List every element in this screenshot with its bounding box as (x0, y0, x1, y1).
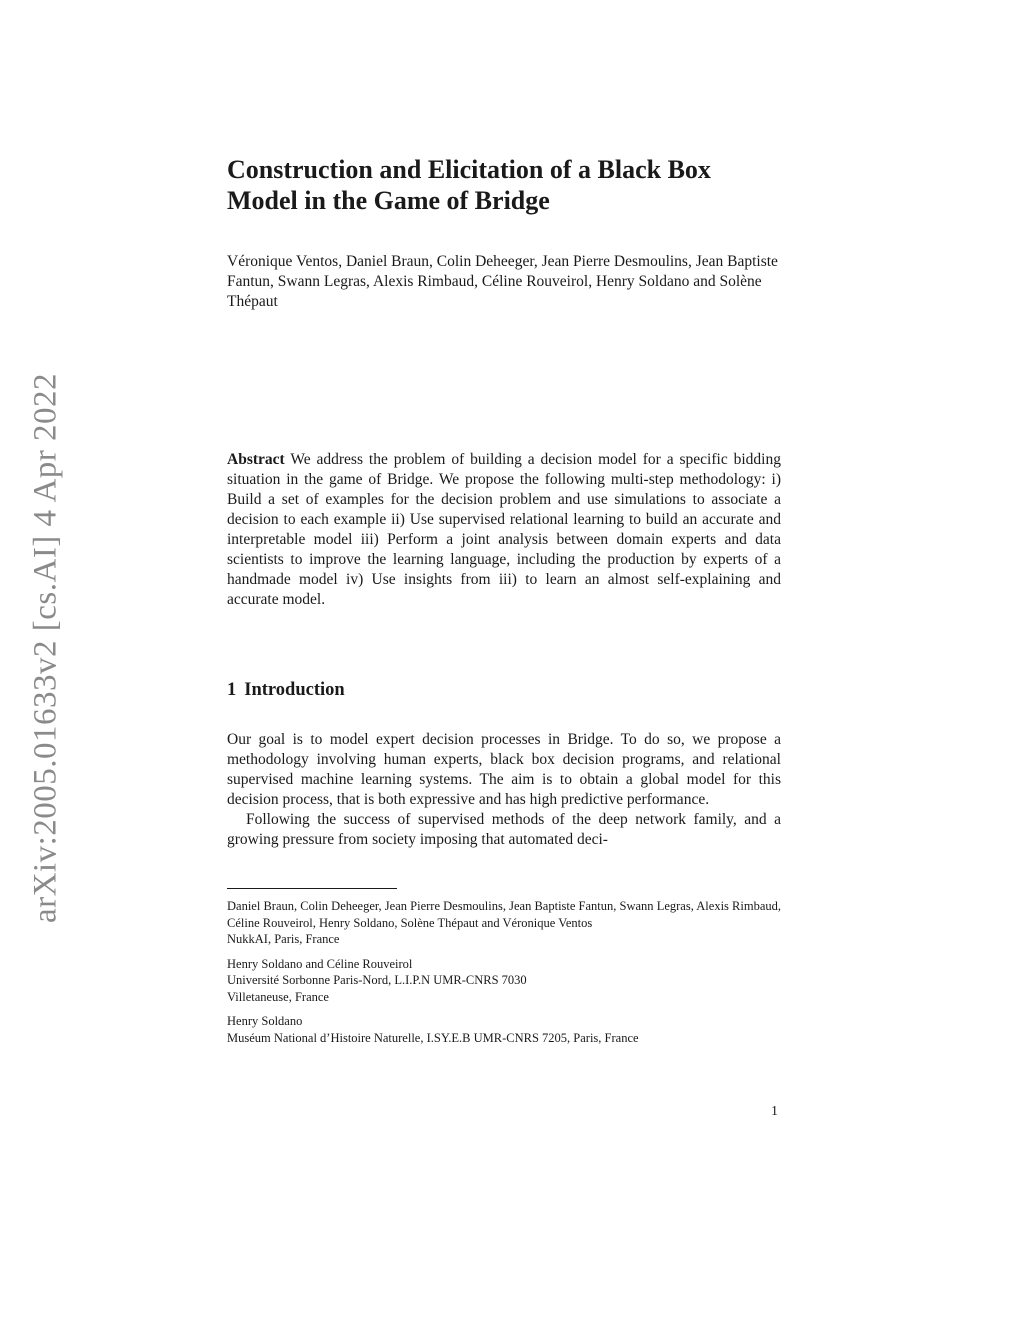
author-list: Véronique Ventos, Daniel Braun, Colin Deheeger, Jean Pierre Desmoulins, Jean Baptiste Fantun, Swann Legras, Alexis Rimbaud, Céline Rouveirol, Henry Soldano and Solène Thépaut (227, 253, 778, 310)
abstract (227, 450, 781, 610)
paper-title: Construction and Elicitation of a Black Box Model in the Game of Bridge (227, 155, 711, 215)
affiliation-block-2 (227, 956, 781, 1006)
arxiv-identifier-stamp: arXiv:2005.01633v2 [cs.AI] 4 Apr 2022 (27, 372, 64, 924)
affiliation-3-names: Henry Soldano (227, 1014, 303, 1028)
introduction-body (227, 730, 781, 850)
affiliation-1-names: Daniel Braun, Colin Deheeger, Jean Pierre Desmoulins, Jean Baptiste Fantun, Swann Legras, Alexis Rimbaud, Céline Rouveirol, Henry Soldano, Solène Thépaut and Véronique Ventos (227, 899, 781, 930)
section-title: Introduction (244, 680, 345, 700)
affiliation-block-3 (227, 1013, 781, 1046)
footnote-divider (227, 888, 397, 889)
section-number: 1 (227, 680, 237, 700)
affiliation-2-org: Université Sorbonne Paris-Nord, L.I.P.N UMR-CNRS 7030 (227, 973, 527, 987)
intro-paragraph-2: Following the success of supervised methods of the deep network family, and a growing pressure from society imposing that automated deci- (227, 811, 781, 848)
affiliation-1-org: NukkAI, Paris, France (227, 932, 340, 946)
intro-paragraph-1: Our goal is to model expert decision processes in Bridge. To do so, we propose a methodology involving human experts, black box decision programs, and relational supervised machine learning systems. The aim is to obtain a global model for this decision process, that is both expressive and has high predictive performance. (227, 731, 781, 808)
affiliation-2-place: Villetaneuse, France (227, 989, 329, 1004)
affiliation-block-1 (227, 898, 781, 948)
page-number: 1 (771, 1104, 778, 1119)
abstract-label: Abstract (227, 451, 285, 468)
affiliation-footnotes (227, 898, 781, 1054)
abstract-text: We address the problem of building a decision model for a specific bidding situation in the game of Bridge. We propose the following multi-step methodology: i) Build a set of examples for the decision problem and use simulations to associate a decision to each example ii) Use supervised relational learning to build an accurate and interpretable model iii) Perform a joint analysis between domain experts and data scientists to improve the learning language, including the production by experts of a handmade model iv) Use insights from iii) to learn an almost self-explaining and accurate model. (227, 451, 781, 608)
affiliation-3-org: Muséum National d’Histoire Naturelle, I.SY.E.B UMR-CNRS 7205, Paris, France (227, 1030, 639, 1045)
section-heading-introduction (227, 680, 345, 701)
affiliation-2-names: Henry Soldano and Céline Rouveirol (227, 956, 413, 971)
